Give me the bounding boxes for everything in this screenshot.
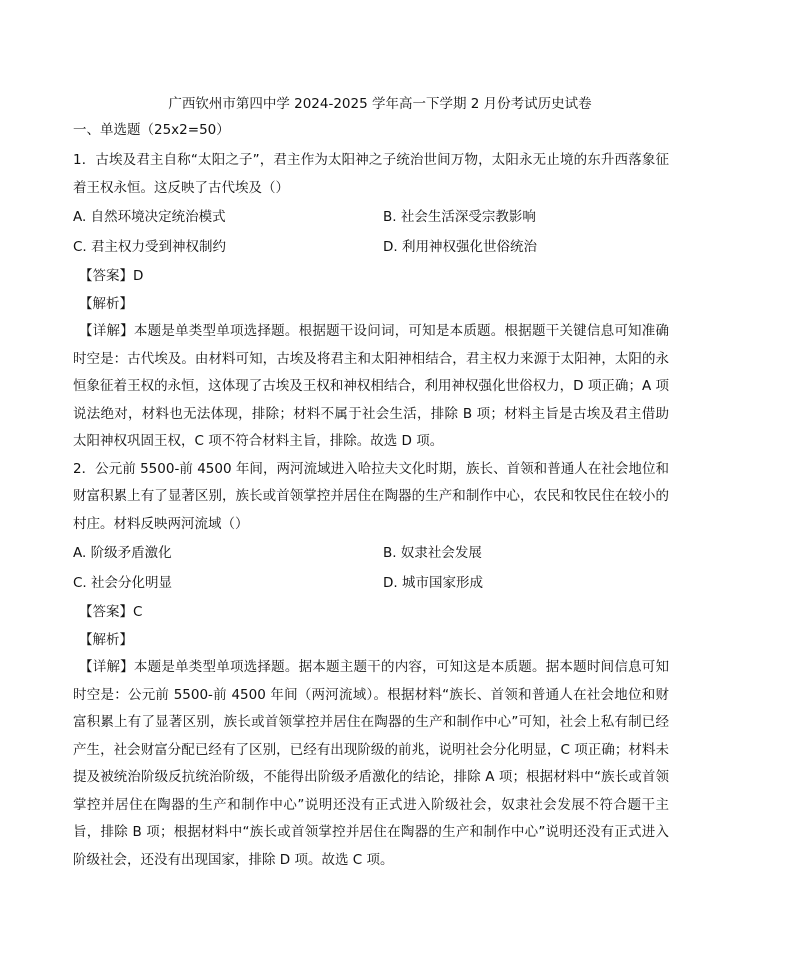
document-content: [73, 92, 669, 874]
question-2-option-d: D. 城市国家形成: [383, 575, 483, 591]
question-1-options-row-1: [73, 202, 669, 232]
question-1-options-row-2: [73, 232, 669, 262]
question-2-option-c: C. 社会分化明显: [73, 575, 173, 591]
question-2-stem: 2．公元前 5500-前 4500 年间，两河流域进入哈拉夫文化时期，族长、首领和普通人在社会地位和财富积累上有了显著区别，族长或首领掌控并居住在陶器的生产和制作中心，农民和牧民住在较小的村庄。材料反映两河流域（）: [73, 460, 669, 532]
detail-tag: 【详解】: [79, 323, 134, 339]
question-2-option-b: B. 奴隶社会发展: [383, 545, 482, 561]
answer-tag: 【答案】: [79, 268, 133, 284]
detail-tag: 【详解】: [79, 659, 134, 675]
question-2: [73, 456, 669, 875]
question-1-answer-value: D: [133, 268, 144, 284]
question-2-detail: [73, 654, 669, 874]
section-heading: 一、单选题（25x2=50）: [73, 122, 230, 138]
question-2-options-row-2: [73, 568, 669, 598]
answer-tag: 【答案】: [79, 604, 133, 620]
question-1-option-a: A. 自然环境决定统治模式: [73, 209, 226, 225]
question-1: [73, 147, 669, 456]
question-1-detail-text: 本题是单类型单项选择题。根据题干设问词，可知是本质题。根据题干关键信息可知准确时空是：古代埃及。由材料可知，古埃及将君主和太阳神相结合，君主权力来源于太阳神，太阳的永恒象征着王权的永恒，这体现了古埃及王权和神权相结合，利用神权强化世俗权力，D 项正确；A 项说法绝对，材料也无法体现，排除；材料不属于社会生活，排除 B 项；材料主旨是古埃及君主借助太阳神权巩固王权，C 项不符合材料主旨，排除。故选 D 项。: [73, 323, 670, 449]
question-1-analysis-tag: 【解析】: [79, 296, 133, 312]
question-1-option-c: C. 君主权力受到神权制约: [73, 239, 227, 255]
question-2-answer: [73, 598, 669, 626]
question-2-option-a: A. 阶级矛盾激化: [73, 545, 172, 561]
question-1-option-b: B. 社会生活深受宗教影响: [383, 209, 536, 225]
question-1-answer: [73, 262, 669, 290]
page-title: 广西钦州市第四中学 2024-2025 学年高一下学期 2 月份考试历史试卷: [168, 96, 592, 112]
question-1-stem: 1．古埃及君主自称“太阳之子”，君主作为太阳神之子统治世间万物，太阳永无止境的东升西落象征着王权永恒。这反映了古代埃及（）: [73, 152, 669, 196]
question-2-detail-text: 本题是单类型单项选择题。据本题主题干的内容，可知这是本质题。据本题时间信息可知时空是：公元前 5500-前 4500 年间（两河流域）。根据材料“族长、首领和普通人在社会地位和财富积累上有了显著区别，族长或首领掌控并居住在陶器的生产和制作中心”可知，社会上私有制已经产生，社会财富分配已经有了区别，已经有出现阶级的前兆，说明社会分化明显，C 项正确；材料未提及被统治阶级反抗统治阶级，不能得出阶级矛盾激化的结论，排除 A 项；根据材料中“族长或首领掌控并居住在陶器的生产和制作中心”说明还没有正式进入阶级社会，奴隶社会发展不符合题干主旨，排除 B 项；根据材料中“族长或首领掌控并居住在陶器的生产和制作中心”说明还没有正式进入阶级社会，还没有出现国家，排除 D 项。故选 C 项。: [73, 659, 670, 868]
question-2-analysis-tag: 【解析】: [79, 632, 133, 648]
question-1-detail: [73, 318, 669, 456]
question-2-options-row-1: [73, 538, 669, 568]
question-2-answer-value: C: [133, 604, 143, 620]
question-1-option-d: D. 利用神权强化世俗统治: [383, 239, 537, 255]
